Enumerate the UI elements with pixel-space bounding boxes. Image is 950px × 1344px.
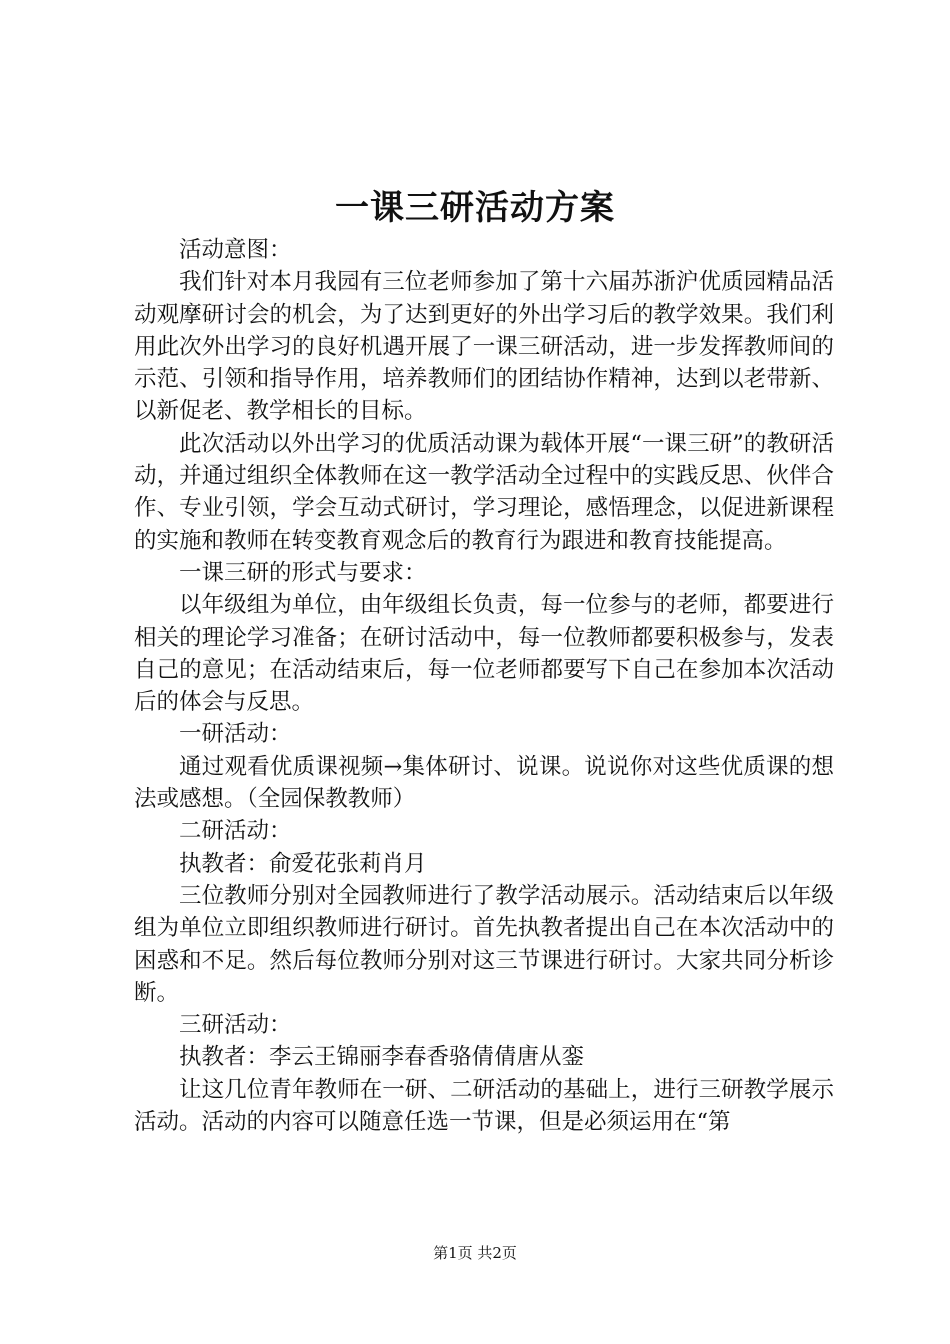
page-number-footer: 第1页 共2页: [433, 1244, 517, 1262]
paragraph-second-research-teachers: 执教者：俞爱花张莉肖月: [179, 850, 427, 877]
paragraph-third-research-heading: 三研活动：: [179, 1012, 292, 1039]
document-title: 一课三研活动方案: [335, 188, 615, 228]
paragraph-third-research: 让这几位青年教师在一研、二研活动的基础上，进行三研教学展示活动。活动的内容可以随意任选一节课，但是必须运用在“第: [134, 1076, 834, 1136]
paragraph-second-research-heading: 二研活动：: [179, 818, 292, 845]
paragraph-activity-intent: 我们针对本月我园有三位老师参加了第十六届苏浙沪优质园精品活动观摩研讨会的机会，为了达到更好的外出学习后的教学效果。我们利用此次外出学习的良好机遇开展了一课三研活动，进一步发挥教师间的示范、引领和指导作用，培养教师们的团结协作精神，达到以老带新、以新促老、教学相长的目标。: [134, 269, 834, 425]
paragraph-form-requirements: 以年级组为单位，由年级组长负责，每一位参与的老师，都要进行相关的理论学习准备；在研讨活动中，每一位教师都要积极参与，发表自己的意见；在活动结束后，每一位老师都要写下自己在参加本次活动后的体会与反思。: [134, 592, 834, 716]
paragraph-activity-carrier: 此次活动以外出学习的优质活动课为载体开展“一课三研”的教研活动，并通过组织全体教师在这一教学活动全过程中的实践反思、伙伴合作、专业引领，学会互动式研讨，学习理论，感悟理念，以促进新课程的实施和教师在转变教育观念后的教育行为跟进和教育技能提高。: [134, 430, 834, 554]
paragraph-second-research: 三位教师分别对全园教师进行了教学活动展示。活动结束后以年级组为单位立即组织教师进行研讨。首先执教者提出自己在本次活动中的困惑和不足。然后每位教师分别对这三节课进行研讨。大家共同分析诊断。: [134, 882, 834, 1006]
paragraph-third-research-teachers: 执教者：李云王锦丽李春香骆倩倩唐从銮: [179, 1044, 585, 1071]
paragraph-first-research: 通过观看优质课视频→集体研讨、说课。说说你对这些优质课的想法或感想。（全园保教教师）: [134, 753, 834, 813]
document-body: [134, 234, 834, 1138]
paragraph-form-requirements-heading: 一课三研的形式与要求：: [179, 559, 427, 586]
paragraph-first-research-heading: 一研活动：: [179, 721, 292, 748]
paragraph-activity-intent-heading: 活动意图：: [179, 237, 292, 263]
